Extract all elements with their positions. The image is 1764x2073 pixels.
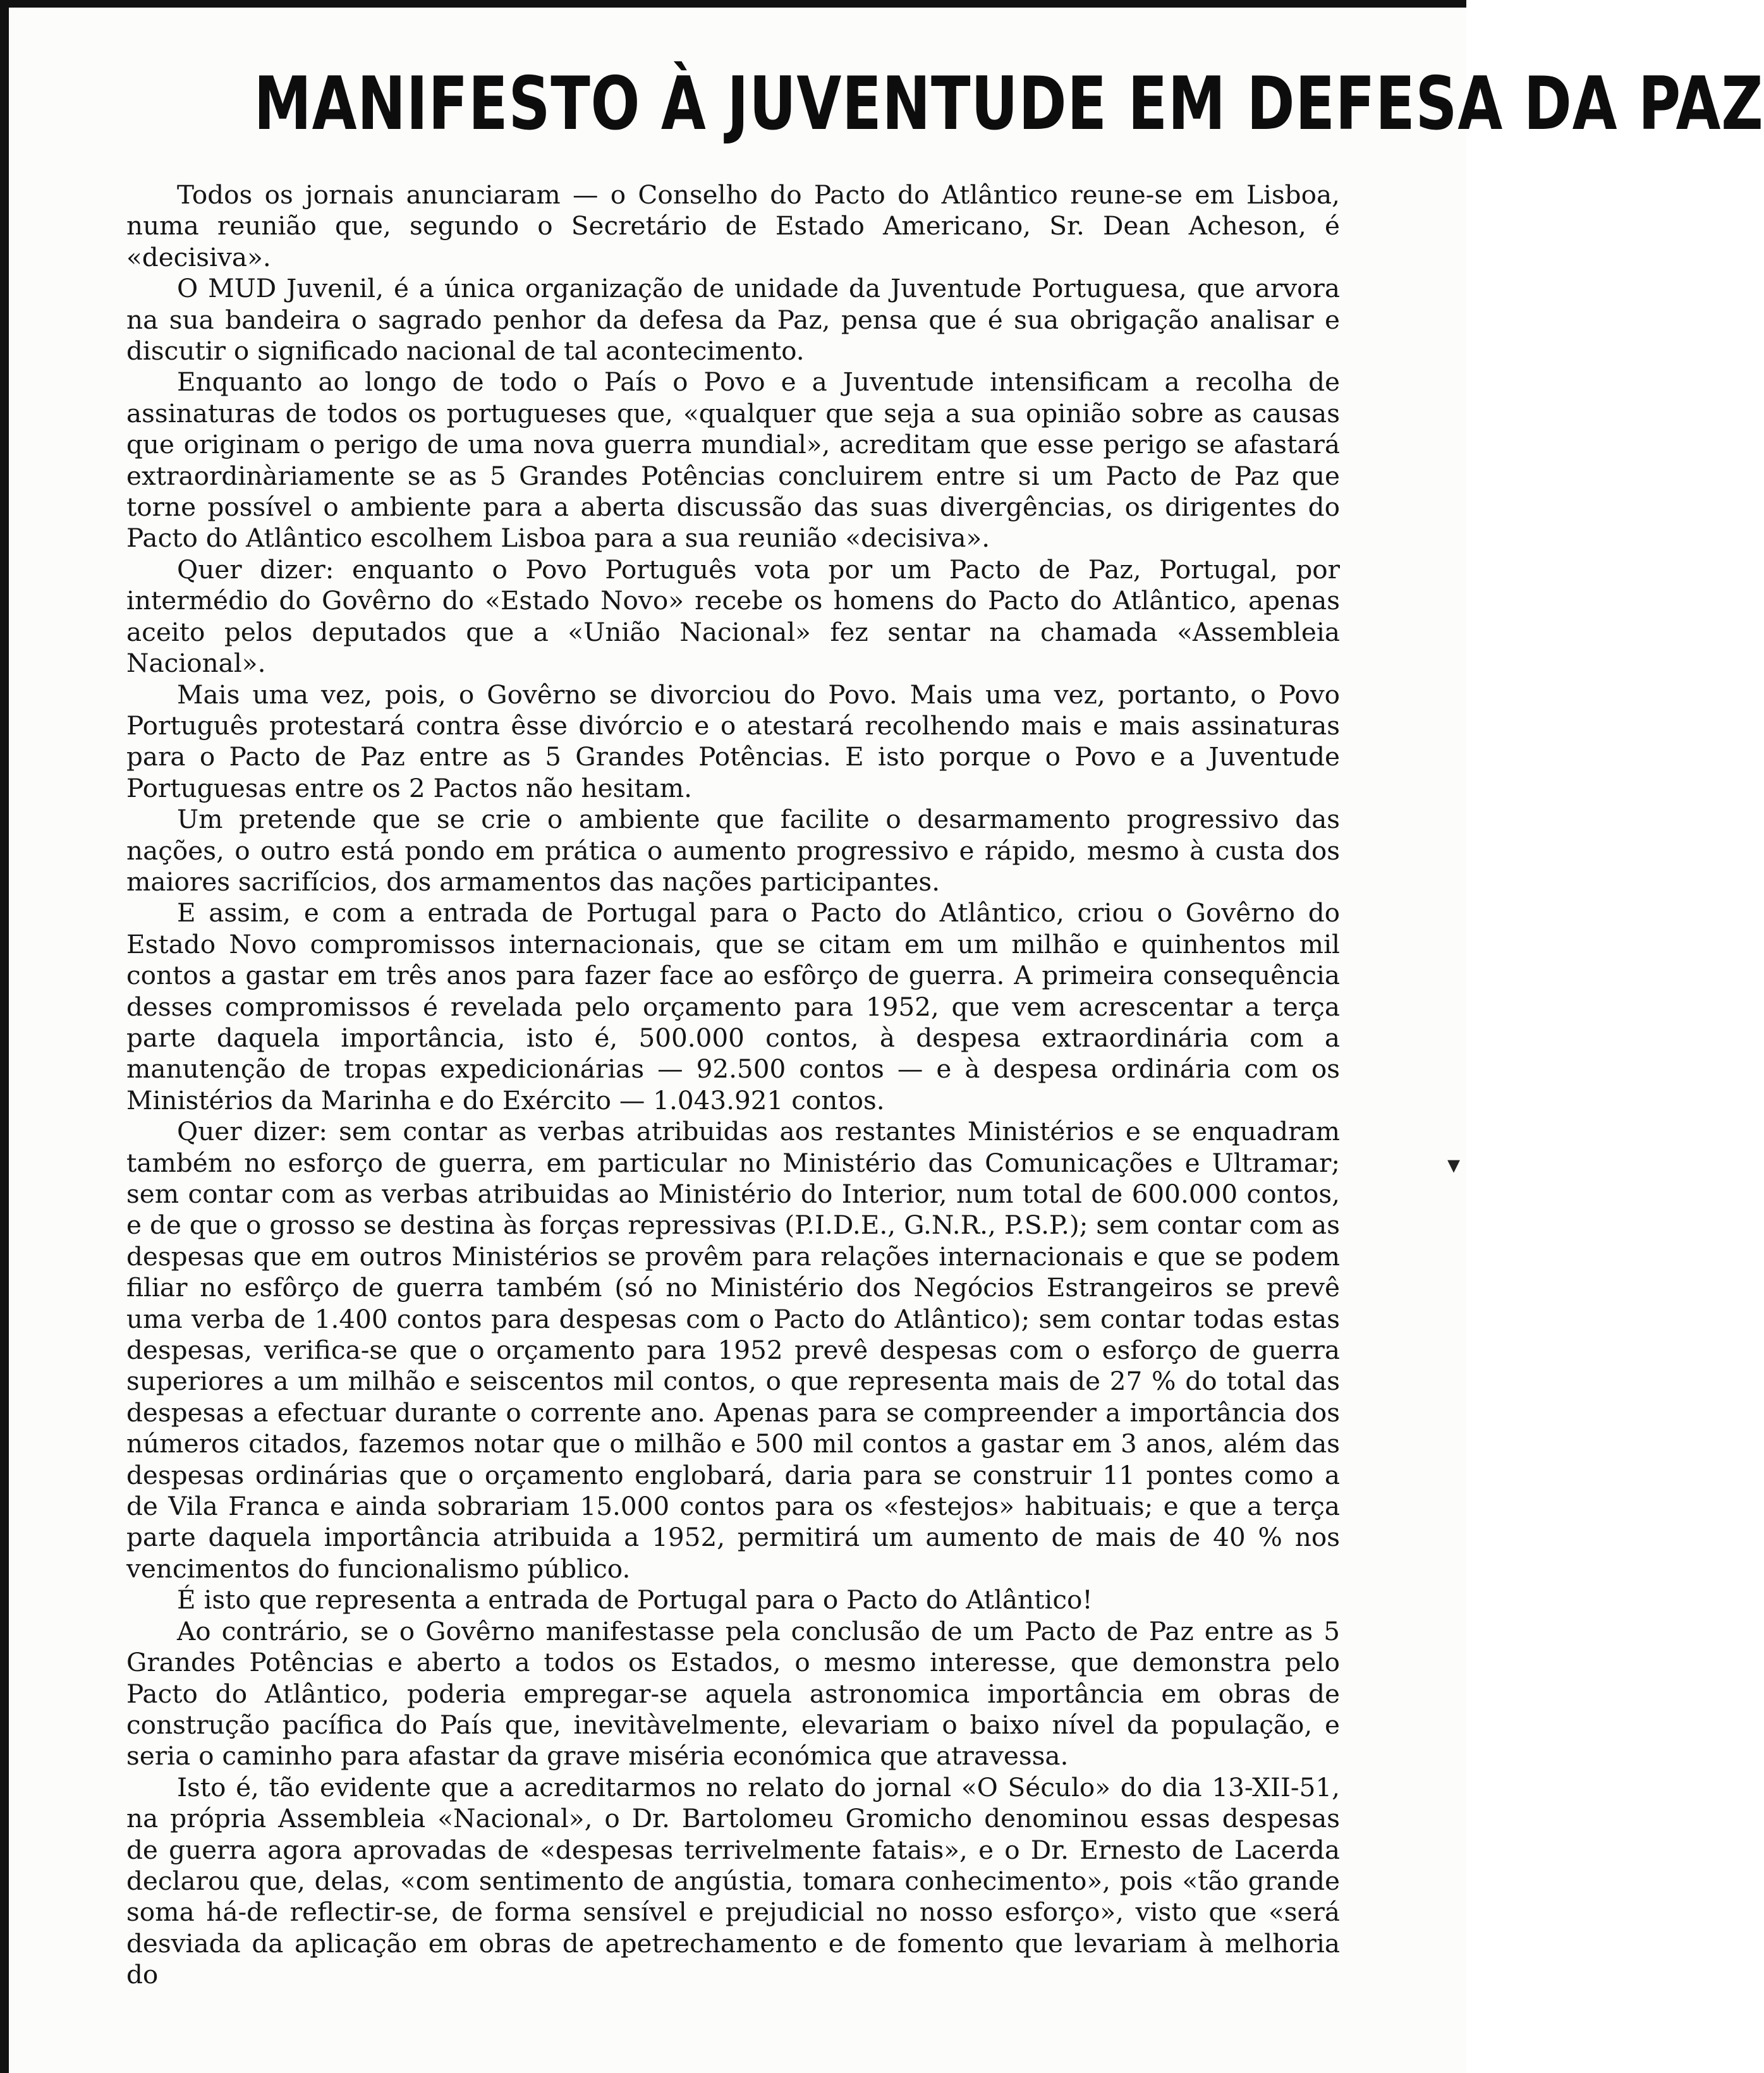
scan-border-top [0, 0, 1466, 8]
paragraph: Isto é, tão evidente que a acreditarmos no relato do jornal «O Século» do dia 13-XII-51, na própria Assembleia «Nacional», o Dr. Bartolomeu Gromicho denominou essas despesas de guerra agora aprovadas de «despesas terrivelmente fatais», e o Dr. Ernesto de Lacerda declarou que, delas, «com sentimento de angústia, tomara conhecimento», pois «tão grande soma há-de reflectir-se, de forma sensível e prejudicial no nosso esforço», visto que «será desviada da aplicação em obras de apetrechamento e de fomento que levariam à melhoria do [126, 1772, 1340, 1990]
paragraph: O MUD Juvenil, é a única organização de unidade da Juventude Portuguesa, que arvora na sua bandeira o sagrado penhor da defesa da Paz, pensa que é sua obrigação analisar e discutir o significado nacional de tal acontecimento. [126, 273, 1340, 367]
document-body [126, 179, 1340, 1991]
paragraph: Mais uma vez, pois, o Govêrno se divorciou do Povo. Mais uma vez, portanto, o Povo Português protestará contra êsse divórcio e o atestará recolhendo mais e mais assinaturas para o Pacto de Paz entre as 5 Grandes Potências. E isto porque o Povo e a Juventude Portuguesas entre os 2 Pactos não hesitam. [126, 679, 1340, 803]
paragraph: Enquanto ao longo de todo o País o Povo e a Juventude intensificam a recolha de assinaturas de todos os portugueses que, «qualquer que seja a sua opinião sobre as causas que originam o perigo de uma nova guerra mundial», acreditam que esse perigo se afastará extraordinàriamente se as 5 Grandes Potências concluirem entre si um Pacto de Paz que torne possível o ambiente para a aberta discussão das suas divergências, os dirigentes do Pacto do Atlântico escolhem Lisboa para a sua reunião «decisiva». [126, 367, 1340, 554]
paragraph: E assim, e com a entrada de Portugal para o Pacto do Atlântico, criou o Govêrno do Estado Novo compromissos internacionais, que se citam em um milhão e quinhentos mil contos a gastar em três anos para fazer face ao esfôrço de guerra. A primeira consequência desses compromissos é revelada pelo orçamento para 1952, que vem acrescentar a terça parte daquela importância, isto é, 500.000 contos, à despesa extraordinária com a manutenção de tropas expedicionárias — 92.500 contos — e à despesa ordinária com os Ministérios da Marinha e do Exército — 1.043.921 contos. [126, 897, 1340, 1116]
manifesto-sheet [126, 38, 1764, 1991]
document-title: MANIFESTO À JUVENTUDE EM DEFESA DA PAZ [253, 61, 1764, 147]
paragraph: Um pretende que se crie o ambiente que facilite o desarmamento progressivo das nações, o outro está pondo em prática o aumento progressivo e rápido, mesmo à custa dos maiores sacrifícios, dos armamentos das nações participantes. [126, 804, 1340, 897]
paragraph: É isto que representa a entrada de Portugal para o Pacto do Atlântico! [177, 1584, 1093, 1615]
paragraph: Todos os jornais anunciaram — o Conselho do Pacto do Atlântico reune-se em Lisboa, numa reunião que, segundo o Secretário de Estado Americano, Sr. Dean Acheson, é «decisiva». [126, 179, 1340, 272]
paragraph: Quer dizer: sem contar as verbas atribuidas aos restantes Ministérios e se enquadram também no esforço de guerra, em particular no Ministério das Comunicações e Ultramar; sem contar com as verbas atribuidas ao Ministério do Interior, num total de 600.000 contos, e de que o grosso se destina às forças repressivas (P.I.D.E., G.N.R., P.S.P.); sem contar com as despesas que em outros Ministérios se provêm para relações internacionais e que se podem filiar no esfôrço de guerra também (só no Ministério dos Negócios Estrangeiros se prevê uma verba de 1.400 contos para despesas com o Pacto do Atlântico); sem contar todas estas despesas, verifica-se que o orçamento para 1952 prevê despesas com o esforço de guerra superiores a um milhão e seiscentos mil contos, o que representa mais de 27 % do total das despesas a efectuar durante o corrente ano. Apenas para se compreender a importância dos números citados, fazemos notar que o milhão e 500 mil contos a gastar em 3 anos, além das despesas ordinárias que o orçamento englobará, daria para se construir 11 pontes como a de Vila Franca e ainda sobrariam 15.000 contos para os «festejos» habituais; e que a terça parte daquela importância atribuida a 1952, permitirá um aumento de mais de 40 % nos vencimentos do funcionalismo público. [126, 1116, 1340, 1584]
scan-border-left [0, 0, 9, 2073]
paragraph: Quer dizer: enquanto o Povo Português vota por um Pacto de Paz, Portugal, por intermédio do Govêrno do «Estado Novo» recebe os homens do Pacto do Atlântico, apenas aceito pelos deputados que a «União Nacional» fez sentar na chamada «Assembleia Nacional». [126, 554, 1340, 679]
paragraph: Ao contrário, se o Govêrno manifestasse pela conclusão de um Pacto de Paz entre as 5 Grandes Potências e aberto a todos os Estados, o mesmo interesse, que demonstra pelo Pacto do Atlântico, poderia empregar-se aquela astronomica importância em obras de construção pacífica do País que, inevitàvelmente, elevariam o baixo nível da população, e seria o caminho para afastar da grave miséria económica que atravessa. [126, 1615, 1340, 1772]
scan-speck-mark: ▾ [1447, 1150, 1461, 1179]
